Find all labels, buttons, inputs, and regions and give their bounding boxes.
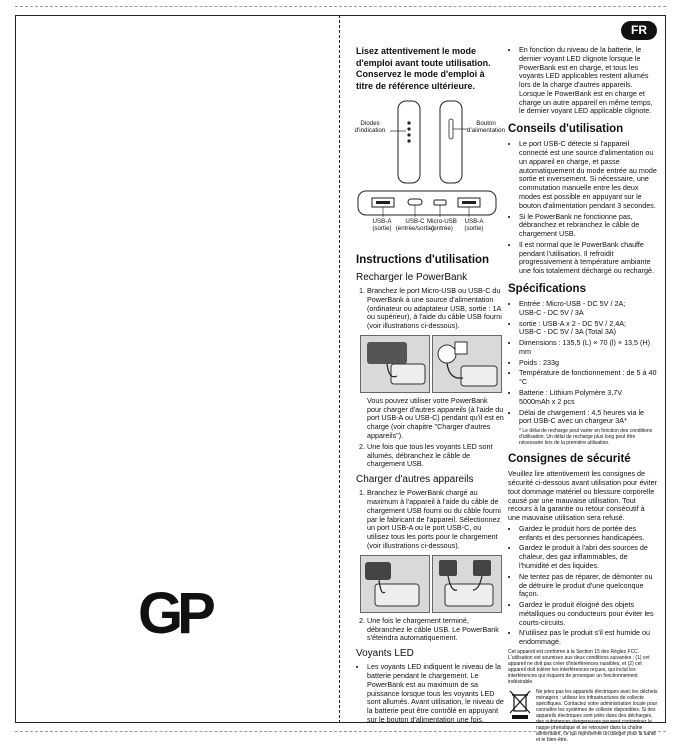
led-item-2: • En fonction du niveau de la batterie, le dernier voyant LED clignote lorsque le PowerBank est en charge, et tous les voyants LED applicables restent allumés lors de la charge d'autres appareils. Lorsque le PowerBank est en charge et charge un autre appareil en même temps, le dernier voyant LED applicable clignote. — [519, 46, 658, 116]
conseils-title: Conseils d'utilisation — [508, 123, 624, 136]
port-micro-usb: Micro-USB (entrée) — [427, 217, 457, 232]
spec-poids: • Poids : 233g — [519, 359, 658, 368]
intro-text: Lisez attentivement le mode d'emploi avant toute utilisation. Conservez le mode d'emploi à titre de référence ultérieure. — [356, 46, 491, 92]
port-illustration — [356, 189, 504, 219]
port-usb-a-1: USB-A (sortie) — [372, 217, 392, 232]
port-usb-c: USB-C (entrée/sortie) — [395, 217, 435, 232]
column-left — [356, 46, 504, 727]
fold-divider — [339, 15, 341, 723]
securite-title: Consignes de sécurité — [508, 453, 631, 466]
specs-title: Spécifications — [508, 282, 586, 295]
spec-entree: • Entrée : Micro-USB - DC 5V / 2A; USB-C - DC 5V / 3A — [519, 300, 658, 318]
charge-photo-2 — [432, 555, 502, 613]
charge-step-1: 1. Branchez le PowerBank chargé au maximum à l'appareil à l'aide du câble de chargement USB fourni ou du câble fourni par le fabricant de l'appareil. Sélectionnez un port USB-A ou le port USB-C, ou utilisez tous les ports pour le chargement (voir illustrations ci-dessous). — [367, 489, 504, 550]
recharge-illustrations — [356, 335, 504, 393]
recharge-photo-1 — [360, 335, 430, 393]
charge-step-2: 2. Une fois le chargement terminé, débranchez le câble USB. Le PowerBank s'éteindra automatiquement. — [367, 617, 504, 643]
charge-others-title: Charger d'autres appareils — [356, 474, 474, 486]
securite-item-5: • N'utilisez pas le produit s'il est humide ou endommagé. — [519, 629, 658, 647]
conseil-item-2: • Si le PowerBank ne fonctionne pas, débranchez et rebranchez le câble de chargement USB. — [519, 213, 658, 239]
weee-text: Ne jetez pas les appareils électriques avec les déchets ménagers : utilisez les infrastructures de collecte spécifiques. Contactez votre administration locale pour connaître les systèmes de collecte disponibles. Si des appareils électriques sont jetés dans des décharges, des substances dangereuses peuvent contaminer la nappe phréatique et se retrouver dans la chaîne alimentaire, ce qui représente un danger pour la santé et le bien-être. — [536, 689, 658, 744]
device-side-illustration — [356, 99, 504, 185]
charge-illustrations — [356, 555, 504, 613]
recharge-step-1: 1. Branchez le port Micro-USB ou USB-C du PowerBank à une source d'alimentation (ordinateur ou adaptateur USB, sortie : 1A ou supérieur), à l'aide du câble USB fourni (voir illustrations ci-dessous). — [367, 287, 504, 331]
language-badge: FR — [621, 21, 657, 40]
spec-sortie: • sortie : USB-A x 2 - DC 5V / 2,4A; USB-C - DC 5V / 3A (Total 3A) — [519, 320, 658, 338]
port-diagram — [356, 189, 504, 247]
recharge-title: Recharger le PowerBank — [356, 271, 468, 283]
conseil-item-3: • Il est normal que le PowerBank chauffe pendant l'utilisation. Il refroidit progressivement à température ambiante une fois totalement déchargé ou rechargé. — [519, 241, 658, 276]
recharge-paragraph: Vous pouvez utiliser votre PowerBank pour charger d'autres appareils (à l'aide du port USB-A ou USB-C) pendant qu'il est en charge (voir chapitre "Charger d'autres appareils"). — [367, 395, 504, 440]
power-button-label: Bouton d'alimentation — [467, 119, 505, 134]
securite-item-1: • Gardez le produit hors de portée des enfants et des personnes handicapées. — [519, 525, 658, 543]
spec-note: * Le délai de recharge peut varier en fonction des conditions d'utilisation. Un délai de recharge plus long peut être nécessaire lors de la première utilisation. — [519, 428, 653, 447]
gp-logo: GP — [138, 581, 210, 646]
securite-item-2: • Gardez le produit à l'abri des sources de chaleur, des gaz inflammables, de l'humidité et des liquides. — [519, 544, 658, 570]
top-trim-marks — [15, 6, 666, 9]
spec-temperature: • Température de fonctionnement : de 5 à 40 °C — [519, 369, 658, 387]
recharge-step-2: 2. Une fois que tous les voyants LED sont allumés, débranchez le câble de chargement USB. — [367, 443, 504, 469]
spec-delai: • Délai de chargement : 4,5 heures via le port USB-C avec un chargeur 3A* — [519, 409, 658, 427]
weee-block — [508, 689, 658, 745]
recharge-photo-2 — [432, 335, 502, 393]
device-diagram — [356, 99, 504, 185]
led-title: Voyants LED — [356, 648, 414, 660]
conseil-item-1: • Le port USB-C détecte si l'appareil connecté est une source d'alimentation ou un appareil en charge, et passe automatiquement du mode entrée au mode sortie et inversement. Si nécessaire, une commutation manuelle entre les deux modes est possible en appuyant sur le bouton d'alimentation pendant 3 secondes. — [519, 140, 658, 210]
securite-item-4: • Gardez le produit éloigné des objets métalliques ou conducteurs pour éviter les courts-circuits. — [519, 601, 658, 627]
securite-intro: Veuillez lire attentivement les consignes de sécurité ci-dessous avant utilisation pour éviter tout dommage matériel ou blessure corporelle causé par une mauvaise utilisation. Tout recours à la garantie ou retour consécutif à une mauvaise utilisation sera refusé. — [508, 469, 658, 523]
spec-dimensions: • Dimensions : 135,5 (L) × 70 (l) × 13,5 (H) mm — [519, 339, 658, 357]
diodes-label: Diodes d'indication — [354, 119, 386, 134]
securite-item-3: • Ne tentez pas de réparer, de démonter ou de détruire le produit d'une quelconque façon. — [519, 573, 658, 599]
port-usb-a-2: USB-A (sortie) — [464, 217, 484, 232]
spec-batterie: • Batterie : Lithium Polymère 3,7V 5000mAh x 2 pcs — [519, 389, 658, 407]
column-right — [508, 46, 658, 745]
charge-photo-1 — [360, 555, 430, 613]
fcc-statement: Cet appareil est conforme à la Section 15 des Règles FCC. L'utilisation est soumises aux deux conditions suivantes : (1) cet appareil ne doit pas créer d'interférences nuisibles, et (2) cet appareil doit tolérer les interférences reçues, qui inclut les interférences qui risquent de provoquer un fonctionnement indésirable. — [508, 649, 650, 686]
crossed-bin-icon — [508, 689, 532, 721]
led-item-1: • Les voyants LED indiquent le niveau de la batterie pendant le chargement. Le PowerBank est au maximum de sa puissance lorsque tous les voyants LED sont allumés. Avant utilisation, le niveau de la batterie peut être contrôlé en appuyant sur le bouton d'alimentation une fois. — [367, 663, 504, 724]
instructions-title: Instructions d'utilisation — [356, 253, 490, 266]
